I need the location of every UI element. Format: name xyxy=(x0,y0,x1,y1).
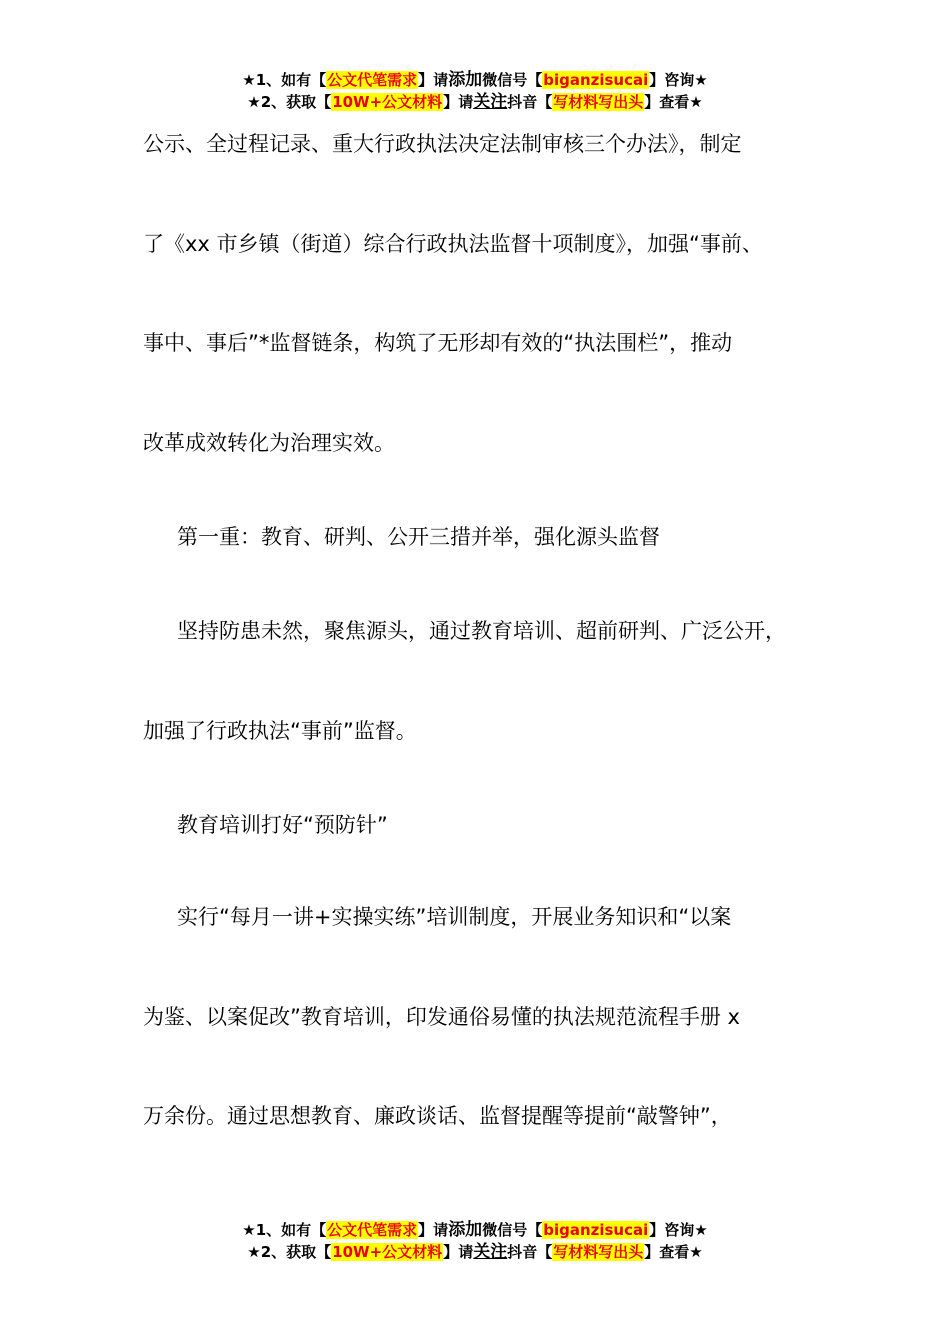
paragraph-line: 加强了行政执法“事前”监督。 xyxy=(143,719,417,743)
footer-banner xyxy=(0,1219,950,1263)
paragraph-line: 了《xx 市乡镇（街道）综合行政执法监督十项制度》，加强“事前、 xyxy=(143,232,763,256)
paragraph-line: 公示、全过程记录、重大行政执法决定法制审核三个办法》，制定 xyxy=(143,132,742,156)
paragraph-line: 改革成效转化为治理实效。 xyxy=(143,431,395,455)
highlight-materials: 10W+公文材料 xyxy=(332,1243,443,1261)
highlight-douyin-account: 写材料写出头 xyxy=(553,1243,644,1261)
highlight-wechat-id: biganzisucai xyxy=(543,1221,649,1239)
sub-heading: 教育培训打好“预防针” xyxy=(177,813,388,837)
header-banner xyxy=(0,69,950,113)
paragraph-line: 为鉴、以案促改”教育培训，印发通俗易懂的执法规范流程手册 x xyxy=(143,1005,740,1029)
paragraph-line: 实行“每月一讲+实操实练”培训制度，开展业务知识和“以案 xyxy=(177,905,732,929)
banner-line-2: ★2、获取【10W+公文材料】请关注抖音【写材料写出头】查看★ xyxy=(247,92,703,112)
banner-line-1: ★1、如有【公文代笔需求】请添加微信号【biganzisucai】咨询★ xyxy=(242,70,708,90)
highlight-douyin-account: 写材料写出头 xyxy=(553,93,644,111)
highlight-service: 公文代笔需求 xyxy=(327,1221,418,1239)
section-heading: 第一重：教育、研判、公开三措并举，强化源头监督 xyxy=(177,525,660,549)
highlight-wechat-id: biganzisucai xyxy=(543,71,649,89)
banner-line-1: ★1、如有【公文代笔需求】请添加微信号【biganzisucai】咨询★ xyxy=(242,1220,708,1240)
paragraph-line: 万余份。通过思想教育、廉政谈话、监督提醒等提前“敲警钟”， xyxy=(143,1104,732,1128)
banner-line-2: ★2、获取【10W+公文材料】请关注抖音【写材料写出头】查看★ xyxy=(247,1242,703,1262)
paragraph-line: 事中、事后”*监督链条，构筑了无形却有效的“执法围栏”，推动 xyxy=(143,331,733,355)
highlight-service: 公文代笔需求 xyxy=(327,71,418,89)
paragraph-line: 坚持防患未然，聚焦源头，通过教育培训、超前研判、广泛公开， xyxy=(177,619,786,643)
highlight-materials: 10W+公文材料 xyxy=(332,93,443,111)
